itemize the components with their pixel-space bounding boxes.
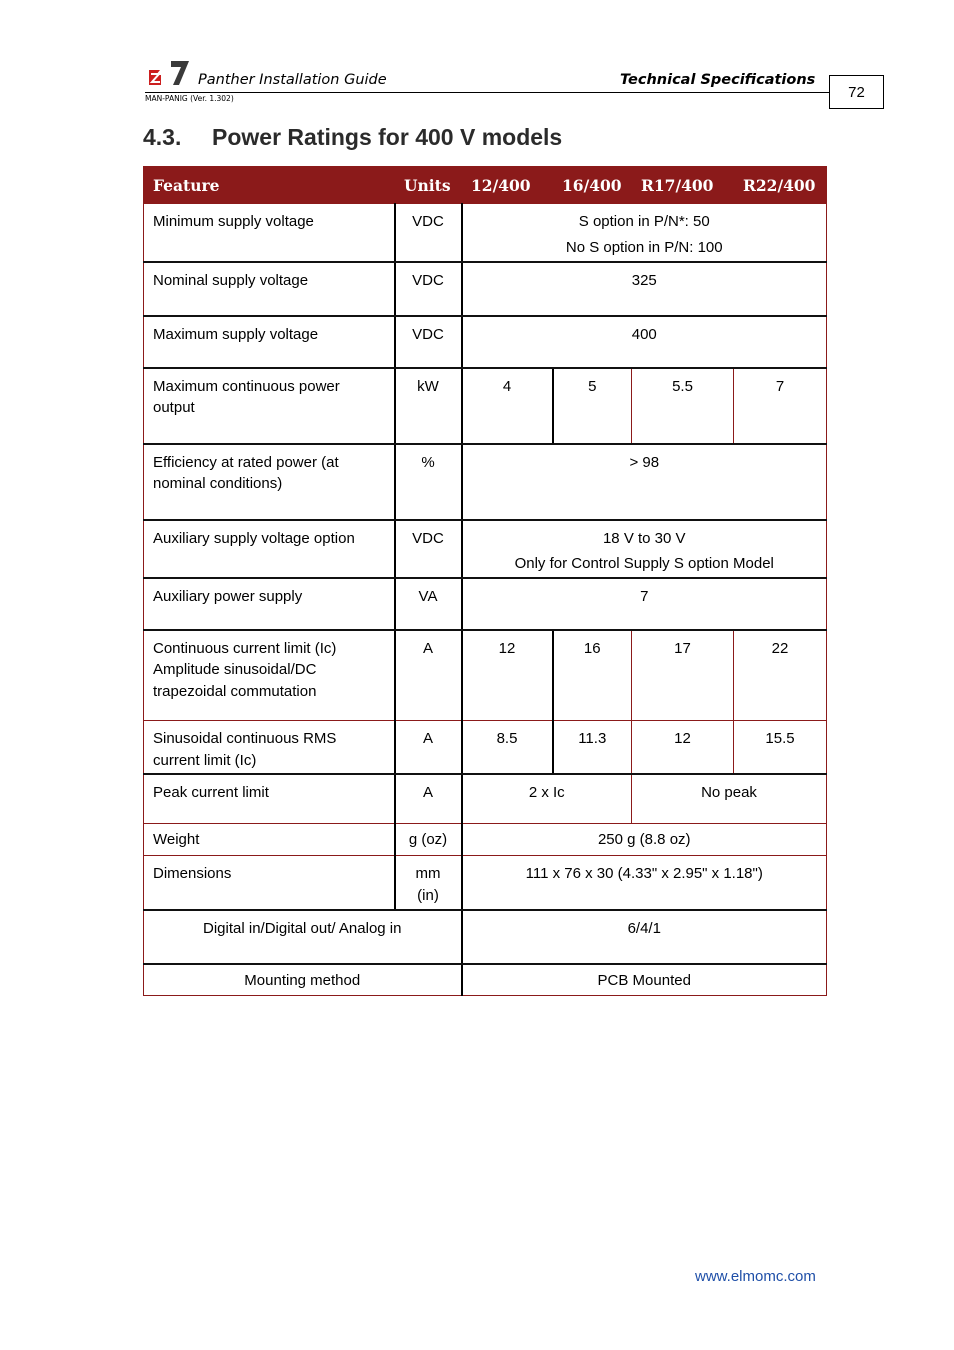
table-row xyxy=(144,824,827,856)
value-cell: 17 xyxy=(632,630,734,721)
value-cell: PCB Mounted xyxy=(462,964,827,996)
value-line: S option in P/N*: 50 xyxy=(578,213,710,230)
units-cell: kW xyxy=(395,368,462,444)
feature-line: Amplitude sinusoidal/DC xyxy=(153,661,317,678)
power-ratings-table xyxy=(143,166,827,996)
feature-cell: Dimensions xyxy=(144,856,395,910)
value-cell: No peak xyxy=(632,774,827,824)
column-header: R17/400 xyxy=(632,167,734,204)
table-row xyxy=(144,774,827,824)
table-row xyxy=(144,721,827,774)
feature-cell: Maximum continuous power output xyxy=(144,368,395,444)
value-cell: 11.3 xyxy=(553,721,632,774)
value-cell: 5 xyxy=(553,368,632,444)
feature-cell xyxy=(144,630,395,721)
value-line: Only for Control Supply S option Model xyxy=(514,555,774,572)
feature-line: Continuous current limit (Ic) xyxy=(153,639,337,657)
table-row xyxy=(144,630,827,721)
value-cell: 7 xyxy=(734,368,827,444)
value-cell: 111 x 76 x 30 (4.33" x 2.95" x 1.18") xyxy=(462,856,827,910)
website-link[interactable]: www.elmomc.com xyxy=(695,1268,816,1285)
value-cell: 250 g (8.8 oz) xyxy=(462,824,827,856)
units-cell: g (oz) xyxy=(395,824,462,856)
feature-cell: Peak current limit xyxy=(144,774,395,824)
units-cell: A xyxy=(395,630,462,721)
units-cell: VDC xyxy=(395,316,462,368)
elmo-logo-icon xyxy=(147,58,191,86)
table-row xyxy=(144,204,827,262)
feature-cell: Minimum supply voltage xyxy=(144,204,395,262)
value-cell: 7 xyxy=(462,578,827,630)
feature-cell: Digital in/Digital out/ Analog in xyxy=(144,910,462,964)
table-row xyxy=(144,316,827,368)
guide-title: Panther Installation Guide xyxy=(198,72,387,88)
page-number: 72 xyxy=(829,75,884,109)
table-row xyxy=(144,262,827,316)
value-cell: 16 xyxy=(553,630,632,721)
feature-cell: Auxiliary power supply xyxy=(144,578,395,630)
value-cell: 400 xyxy=(462,316,827,368)
feature-cell: Auxiliary supply voltage option xyxy=(144,520,395,578)
value-cell: 6/4/1 xyxy=(462,910,827,964)
value-cell: 5.5 xyxy=(632,368,734,444)
section-number: 4.3. xyxy=(143,124,182,150)
column-header: R22/400 xyxy=(734,167,827,204)
units-cell: VA xyxy=(395,578,462,630)
units-line: (in) xyxy=(417,886,439,904)
value-cell xyxy=(462,204,827,262)
units-cell: VDC xyxy=(395,262,462,316)
feature-line: trapezoidal commutation xyxy=(153,682,317,700)
column-header: 12/400 xyxy=(462,167,553,204)
section-title: Technical Specifications xyxy=(620,72,816,88)
value-cell: 4 xyxy=(462,368,553,444)
units-cell: VDC xyxy=(395,520,462,578)
table-row xyxy=(144,444,827,520)
table-row xyxy=(144,910,827,964)
units-cell: A xyxy=(395,774,462,824)
value-cell: 2 x Ic xyxy=(462,774,632,824)
table-row xyxy=(144,520,827,578)
document-code: MAN-PANIG (Ver. 1.302) xyxy=(145,94,234,103)
value-cell xyxy=(462,520,827,578)
value-cell: 12 xyxy=(632,721,734,774)
value-line: No S option in P/N: 100 xyxy=(565,238,723,256)
table-row xyxy=(144,964,827,996)
value-cell: 22 xyxy=(734,630,827,721)
column-header: 16/400 xyxy=(553,167,632,204)
units-cell xyxy=(395,856,462,910)
value-cell: 15.5 xyxy=(734,721,827,774)
value-cell: 12 xyxy=(462,630,553,721)
feature-cell: Sinusoidal continuous RMS current limit (Ic) xyxy=(144,721,395,774)
value-cell: > 98 xyxy=(462,444,827,520)
value-line: 18 V to 30 V xyxy=(602,529,686,547)
table-header-row xyxy=(144,167,827,204)
units-cell: A xyxy=(395,721,462,774)
units-line: mm xyxy=(415,865,441,882)
table-row xyxy=(144,368,827,444)
value-cell: 325 xyxy=(462,262,827,316)
feature-cell: Weight xyxy=(144,824,395,856)
feature-cell: Efficiency at rated power (at nominal conditions) xyxy=(144,444,395,520)
feature-cell: Maximum supply voltage xyxy=(144,316,395,368)
table-row xyxy=(144,578,827,630)
column-header: Feature xyxy=(144,167,395,204)
units-cell: % xyxy=(395,444,462,520)
header-divider xyxy=(145,92,829,93)
section-heading-text: Power Ratings for 400 V models xyxy=(212,124,563,150)
units-cell: VDC xyxy=(395,204,462,262)
feature-cell: Mounting method xyxy=(144,964,462,996)
section-heading xyxy=(143,124,562,151)
table-row xyxy=(144,856,827,910)
feature-cell: Nominal supply voltage xyxy=(144,262,395,316)
value-cell: 8.5 xyxy=(462,721,553,774)
column-header: Units xyxy=(395,167,462,204)
